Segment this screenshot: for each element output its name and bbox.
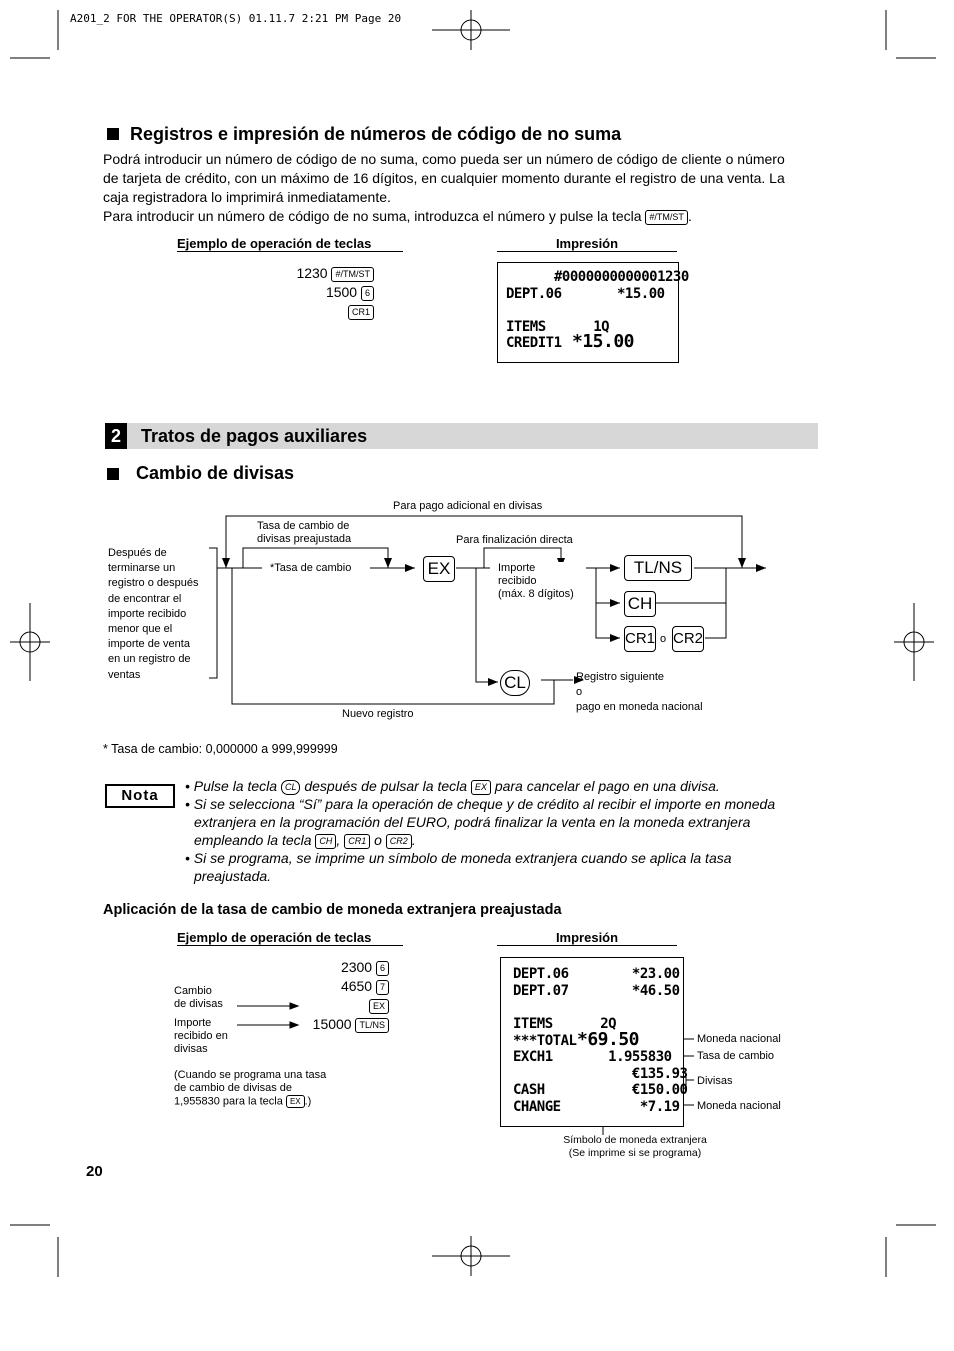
op-number: 15000 [312,1016,352,1032]
print-caption: Impresión [497,236,677,252]
cl-key: CL [500,670,530,696]
op-key: 6 [376,961,389,976]
para-line: Para introducir un número de código de no suma, introduzca el número y pulse la tecla [103,208,642,224]
flow-direct-label: Para finalización directa [456,534,573,546]
receipt-line: €135.93 [513,1066,688,1082]
ex-key: EX [423,556,455,582]
flow-top-label: Para pago adicional en divisas [393,500,543,512]
section2-title: Tratos de pagos auxiliares [141,426,368,446]
para-line: de tarjeta de crédito, con un máximo de 16 dígitos, en cualquier momento durante el registro de una venta. La [103,170,785,186]
flow-rate-label: *Tasa de cambio [270,562,352,574]
para-line: caja registradora lo imprimirá inmediatamente. [103,189,391,205]
note-line: empleando la tecla CH , CR1 o CR2 . [194,832,416,848]
note-line: extranjera en la programación del EURO, podrá finalizar la venta en la moneda extranjera [194,814,751,830]
label-divisas: Divisas [697,1075,733,1087]
page-number: 20 [86,1163,103,1180]
note-line: • Si se selecciona “Sí” para la operación de cheque y de crédito al recibir el importe en moneda [185,796,776,812]
label-moneda-nacional-2: Moneda nacional [697,1100,781,1112]
print-caption-2: Impresión [497,930,677,946]
receipt-line: CHANGE *7.19 [513,1099,680,1115]
label-cambio: Cambio de divisas [174,985,223,1010]
receipt-line: DEPT.07 *46.50 [513,983,680,999]
receipt-line: ITEMS 1Q [506,319,610,335]
op-key: #/TM/ST [331,267,374,282]
op-key: 7 [376,980,389,995]
op-key: 6 [361,286,374,301]
receipt-line: ITEMS 2Q [513,1016,617,1032]
label-tasa-cambio: Tasa de cambio [697,1050,775,1062]
op-key: CR1 [348,305,374,320]
ex-small-key: EX [471,780,491,795]
cr2-small-key: CR2 [386,834,412,849]
flow-new-label: Nuevo registro [342,708,414,720]
cr1-key: CR1 [624,626,656,652]
note-line: preajustada. [194,868,272,884]
flow-next-label: Registro siguiente o pago en moneda nacional [576,671,703,713]
receipt-line: EXCH1 1.955830 [513,1049,672,1065]
cl-small-key: CL [281,780,301,795]
example-caption-2: Ejemplo de operación de teclas [177,930,403,946]
flow-left-text: Después de terminarse un registro o después de encontrar el importe recibido menor que el importe de venta en un registro de ventas [108,547,199,681]
section1-paragraph: Podrá introducir un número de código de no suma, como pueda ser un número de código de cliente o número de tarjeta de crédito, con un máximo de 16 dígitos, en cualquier momento durante el registro de una venta. La caja registradora lo imprimirá inmediatamente. Para introducir un número de código de no suma, introduzca el número y pulse la tecla #/TM/ST . [103,150,823,226]
note-label: Nota [105,784,175,808]
receipt-line: CREDIT1 [506,335,562,351]
note-line: • Si se programa, se imprime un símbolo de moneda extranjera cuando se aplica la tasa [185,850,732,866]
label-note: (Cuando se programa una tasa de cambio de divisas de 1,955830 para la tecla EX .) [174,1069,327,1108]
op-key: TL/NS [355,1018,389,1033]
cr1-small-key: CR1 [344,834,370,849]
flow-amount-label: Importe recibido (máx. 8 dígitos) [498,562,574,600]
receipt-line: DEPT.06 *23.00 [513,966,680,982]
label-moneda-nacional: Moneda nacional [697,1033,781,1045]
footnote: * Tasa de cambio: 0,000000 a 999,999999 [103,742,338,756]
receipt-2 [500,957,688,1127]
section1-title: Registros e impresión de números de código de no suma [130,124,622,144]
op-number: 1500 [325,284,358,300]
example-caption: Ejemplo de operación de teclas [177,236,403,252]
flow-preset-label: Tasa de cambio de divisas preajustada [257,520,352,545]
receipt-big-amount: *15.00 [572,331,635,352]
ex-small-key: EX [286,1095,305,1108]
para-line: Podrá introducir un número de código de no suma, como pueda ser un número de código de cliente o número [103,151,785,167]
receipt-line: ***TOTAL [513,1033,577,1049]
op-number: 2300 [340,959,373,975]
section2-number: 2 [105,423,127,449]
section3-title: Aplicación de la tasa de cambio de moneda extranjera preajustada [103,902,562,918]
label-symbol: Símbolo de moneda extranjera (Se imprime si se programa) [563,1134,707,1159]
subsection-title: Cambio de divisas [136,463,295,483]
tm-st-key: #/TM/ST [645,210,688,225]
cr2-key: CR2 [672,626,704,652]
op-key: EX [369,999,389,1014]
receipt-line: #0000000000001230 [554,269,689,285]
op-number: 4650 [340,978,373,994]
or-text: o [660,633,667,645]
note-line: • Pulse la tecla CL después de pulsar la tecla EX para cancelar el pago en una divisa. [185,778,720,794]
print-header: A201_2 FOR THE OPERATOR(S) 01.11.7 2:21 PM Page 20 [70,12,402,25]
receipt-big-amount: *69.50 [577,1029,640,1050]
op-number: 1230 [296,265,328,281]
receipt-line: CASH €150.00 [513,1082,688,1098]
label-importe: Importe recibido en divisas [174,1017,228,1055]
ch-key: CH [624,591,656,617]
receipt-line: DEPT.06 *15.00 [506,286,665,302]
ch-small-key: CH [315,834,336,849]
tl-ns-key: TL/NS [624,555,692,581]
